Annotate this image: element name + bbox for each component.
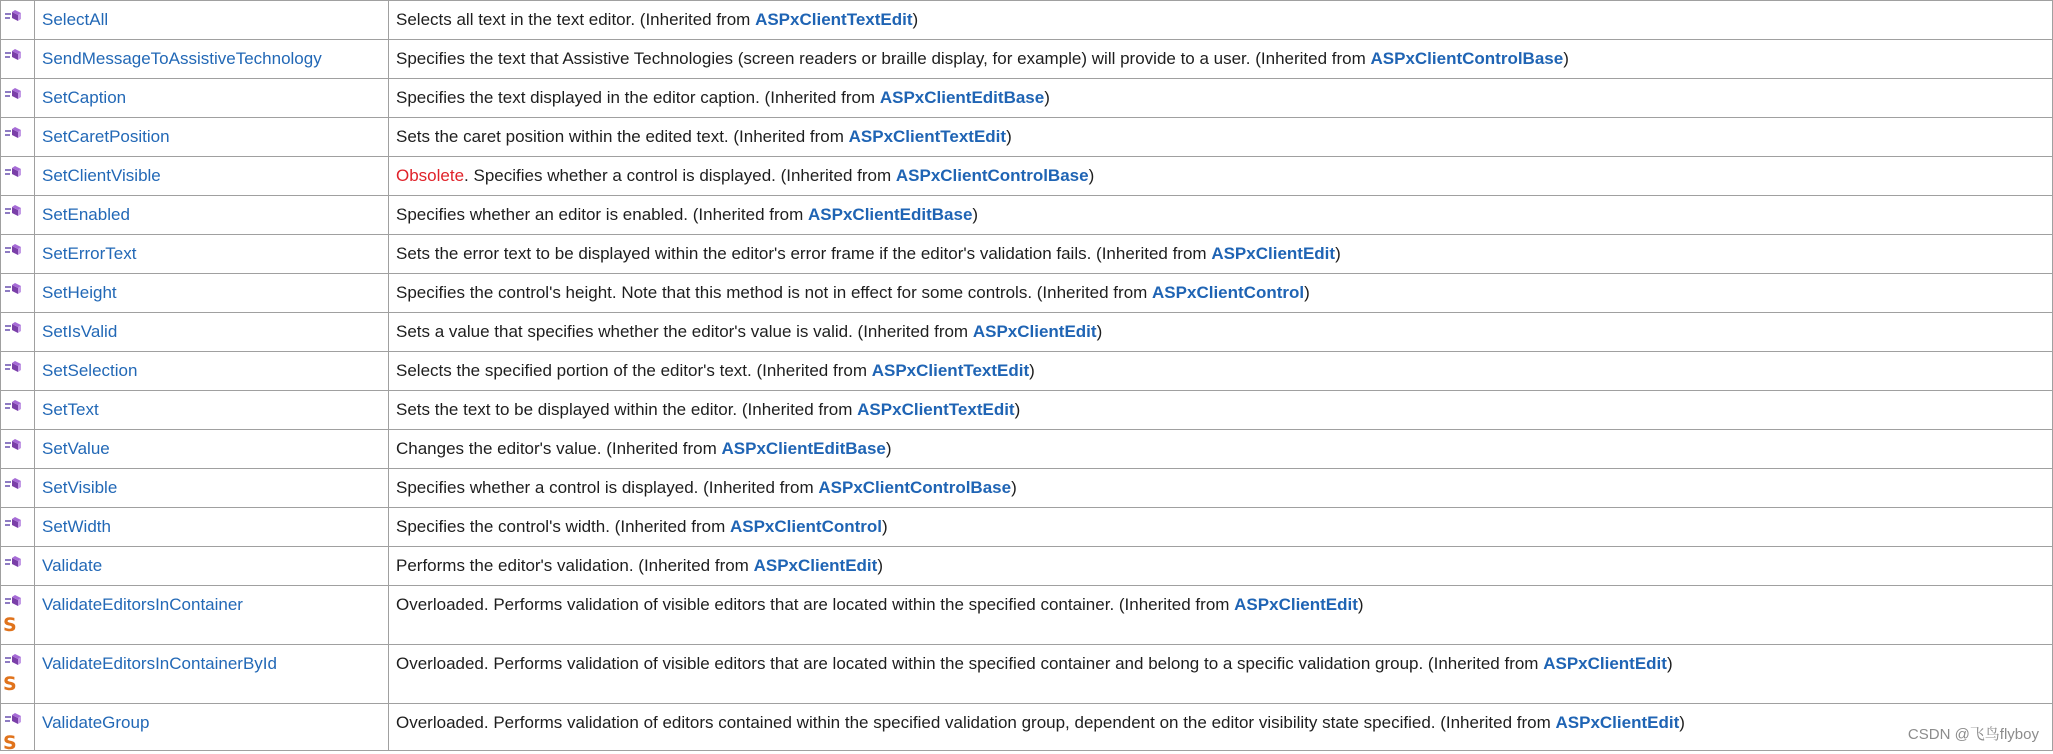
static-icon: S [3, 614, 17, 636]
icon-cell [1, 118, 35, 157]
table-row [1, 469, 2053, 508]
member-description: Specifies whether a control is displayed. (Inherited from [396, 478, 819, 497]
icon-cell [1, 547, 35, 586]
method-icon [4, 283, 22, 297]
base-class-link[interactable]: ASPxClientTextEdit [857, 400, 1015, 419]
description-close: ) [1304, 283, 1310, 302]
member-name-cell [35, 704, 389, 751]
method-icon [4, 439, 22, 453]
description-close: ) [972, 205, 979, 224]
table-row [1, 704, 2053, 751]
icon-cell [1, 704, 35, 751]
method-icon [4, 322, 22, 336]
member-name-link[interactable]: SetEnabled [42, 205, 130, 224]
member-description: Sets the text to be displayed within the editor. (Inherited from [396, 400, 858, 419]
description-close: ) [1357, 595, 1364, 614]
method-icon [4, 49, 22, 63]
member-name-cell [35, 40, 389, 79]
table-row [1, 586, 2053, 645]
description-close: ) [882, 517, 888, 536]
member-name-cell [35, 274, 389, 313]
icon-cell [1, 469, 35, 508]
member-name-link[interactable]: SendMessageToAssistiveTechnology [42, 49, 322, 68]
member-name-link[interactable]: SetIsValid [42, 322, 118, 341]
member-name-cell [35, 645, 389, 704]
member-name-link[interactable]: ValidateEditorsInContainerById [42, 654, 277, 673]
member-description: Overloaded. Performs validation of visible editors that are located within the specified container. (Inherited from [396, 595, 1235, 614]
member-name-link[interactable]: SetClientVisible [42, 166, 161, 185]
member-description-cell [389, 645, 2053, 704]
member-name-cell [35, 586, 389, 645]
member-description: Overloaded. Performs validation of editors contained within the specified validation group, dependent on the editor visibility state specified. (Inherited from [396, 713, 1556, 732]
member-name-cell [35, 1, 389, 40]
member-description-cell [389, 274, 2053, 313]
member-description: Specifies the text displayed in the editor caption. (Inherited from [396, 88, 880, 107]
method-icon [4, 654, 22, 668]
member-description: Specifies the control's height. Note that this method is not in effect for some controls. (Inherited from [396, 283, 1153, 302]
icon-cell [1, 1, 35, 40]
base-class-link[interactable]: ASPxClientControl [729, 517, 883, 536]
member-description-cell [389, 79, 2053, 118]
method-icon [4, 361, 22, 375]
member-name-cell [35, 79, 389, 118]
icon-cell [1, 645, 35, 704]
base-class-link[interactable]: ASPxClientControlBase [895, 166, 1089, 185]
description-close: ) [1335, 244, 1341, 263]
member-description-cell [389, 313, 2053, 352]
member-description-cell [389, 430, 2053, 469]
member-description-cell [389, 118, 2053, 157]
description-close: ) [885, 439, 892, 458]
base-class-link[interactable]: ASPxClientControl [1152, 283, 1305, 302]
member-name-link[interactable]: SetHeight [42, 283, 117, 302]
member-description: . Specifies whether a control is displayed. (Inherited from [464, 166, 896, 185]
icon-cell [1, 79, 35, 118]
table-row [1, 352, 2053, 391]
icon-cell [1, 508, 35, 547]
member-description: Sets a value that specifies whether the editor's value is valid. (Inherited from [396, 322, 973, 341]
table-row [1, 391, 2053, 430]
member-description-cell [389, 40, 2053, 79]
table-row [1, 79, 2053, 118]
member-name-cell [35, 313, 389, 352]
method-icon [4, 205, 22, 219]
member-name-link[interactable]: SetValue [42, 439, 110, 458]
method-icon [4, 400, 22, 414]
base-class-link[interactable]: ASPxClientEditBase [879, 88, 1045, 107]
method-icon [4, 713, 22, 727]
member-description-cell [389, 469, 2053, 508]
method-icon [4, 10, 22, 24]
member-description-cell [389, 1, 2053, 40]
description-close: ) [1096, 322, 1103, 341]
method-icon [4, 517, 22, 531]
member-description: Overloaded. Performs validation of visible editors that are located within the specified container and belong to a specific validation group. (Inherited from [396, 654, 1544, 673]
member-description: Sets the error text to be displayed within the editor's error frame if the editor's validation fails. (Inherited from [396, 244, 1212, 263]
description-close: ) [1563, 49, 1569, 68]
member-name-link[interactable]: SelectAll [42, 10, 109, 29]
method-icon [4, 166, 22, 180]
member-name-link[interactable]: SetText [42, 400, 99, 419]
description-close: ) [1679, 713, 1685, 732]
method-icon [4, 556, 22, 570]
icon-cell [1, 430, 35, 469]
member-name-link[interactable]: SetCaption [42, 88, 127, 107]
description-close: ) [1029, 361, 1035, 380]
member-name-link[interactable]: ValidateGroup [42, 713, 150, 732]
icon-cell [1, 352, 35, 391]
table-row [1, 1, 2053, 40]
icon-cell [1, 313, 35, 352]
member-description: Selects the specified portion of the editor's text. (Inherited from [396, 361, 872, 380]
member-description: Specifies whether an editor is enabled. (Inherited from [396, 205, 809, 224]
member-description-cell [389, 704, 2053, 751]
member-description-cell [389, 157, 2053, 196]
icon-cell [1, 391, 35, 430]
member-name-link[interactable]: SetErrorText [42, 244, 137, 263]
base-class-link[interactable]: ASPxClientControlBase [1370, 49, 1564, 68]
member-description-cell [389, 586, 2053, 645]
member-name-cell [35, 547, 389, 586]
icon-cell [1, 40, 35, 79]
member-name-cell [35, 391, 389, 430]
base-class-link[interactable]: ASPxClientTextEdit [755, 10, 913, 29]
method-icon [4, 88, 22, 102]
table-row [1, 196, 2053, 235]
member-description-cell [389, 352, 2053, 391]
base-class-link[interactable]: ASPxClientEdit [1211, 244, 1336, 263]
member-description-cell [389, 391, 2053, 430]
description-close: ) [1014, 400, 1021, 419]
table-row [1, 235, 2053, 274]
csdn-watermark: CSDN @飞鸟flyboy [1907, 726, 2039, 743]
base-class-link[interactable]: ASPxClientTextEdit [871, 361, 1030, 380]
base-class-link[interactable]: ASPxClientEdit [1234, 595, 1358, 614]
method-icon [4, 127, 22, 141]
base-class-link[interactable]: ASPxClientControlBase [818, 478, 1012, 497]
base-class-link[interactable]: ASPxClientEditBase [808, 205, 973, 224]
icon-cell [1, 274, 35, 313]
base-class-link[interactable]: ASPxClientEdit [1555, 713, 1680, 732]
member-description-cell [389, 235, 2053, 274]
icon-cell [1, 157, 35, 196]
member-description: Selects all text in the text editor. (Inherited from [396, 10, 756, 29]
base-class-link[interactable]: ASPxClientTextEdit [848, 127, 1007, 146]
member-description: Specifies the text that Assistive Technologies (screen readers or braille display, for example) will provide to a user. (Inherited from [396, 49, 1371, 68]
member-name-link[interactable]: SetCaretPosition [42, 127, 170, 146]
method-icon [4, 595, 22, 609]
method-icon [4, 478, 22, 492]
member-description-cell [389, 196, 2053, 235]
description-close: ) [1088, 166, 1095, 185]
member-name-link[interactable]: SetVisible [42, 478, 118, 497]
member-description: Sets the caret position within the edited text. (Inherited from [396, 127, 849, 146]
member-description-cell [389, 508, 2053, 547]
member-name-cell [35, 235, 389, 274]
description-close: ) [877, 556, 883, 575]
table-row [1, 313, 2053, 352]
description-close: ) [912, 10, 919, 29]
member-name-link[interactable]: SetSelection [42, 361, 138, 380]
method-icon [4, 244, 22, 258]
member-name-cell [35, 352, 389, 391]
table-row [1, 118, 2053, 157]
member-name-link[interactable]: SetWidth [42, 517, 111, 536]
description-close: ) [1006, 127, 1012, 146]
member-name-link[interactable]: Validate [42, 556, 103, 575]
member-name-cell [35, 196, 389, 235]
table-row [1, 645, 2053, 704]
description-close: ) [1044, 88, 1050, 107]
member-description: Performs the editor's validation. (Inherited from [396, 556, 754, 575]
base-class-link[interactable]: ASPxClientEdit [972, 322, 1097, 341]
member-name-cell [35, 157, 389, 196]
table-row [1, 40, 2053, 79]
base-class-link[interactable]: ASPxClientEdit [753, 556, 878, 575]
icon-cell [1, 196, 35, 235]
member-description: Changes the editor's value. (Inherited from [396, 439, 722, 458]
table-row [1, 157, 2053, 196]
member-name-cell [35, 508, 389, 547]
member-description-cell [389, 547, 2053, 586]
member-name-cell [35, 430, 389, 469]
table-row [1, 508, 2053, 547]
description-close: ) [1011, 478, 1017, 497]
obsolete-label: Obsolete [396, 166, 465, 185]
base-class-link[interactable]: ASPxClientEdit [1543, 654, 1667, 673]
table-row [1, 547, 2053, 586]
icon-cell [1, 235, 35, 274]
member-name-cell [35, 118, 389, 157]
members-table-body [1, 1, 2053, 751]
description-close: ) [1666, 654, 1673, 673]
member-description: Specifies the control's width. (Inherited from [396, 517, 730, 536]
base-class-link[interactable]: ASPxClientEditBase [721, 439, 886, 458]
static-icon: S [3, 673, 17, 695]
icon-cell [1, 586, 35, 645]
member-name-cell [35, 469, 389, 508]
table-row [1, 430, 2053, 469]
table-row [1, 274, 2053, 313]
member-name-link[interactable]: ValidateEditorsInContainer [42, 595, 243, 614]
static-icon: S [3, 732, 17, 751]
